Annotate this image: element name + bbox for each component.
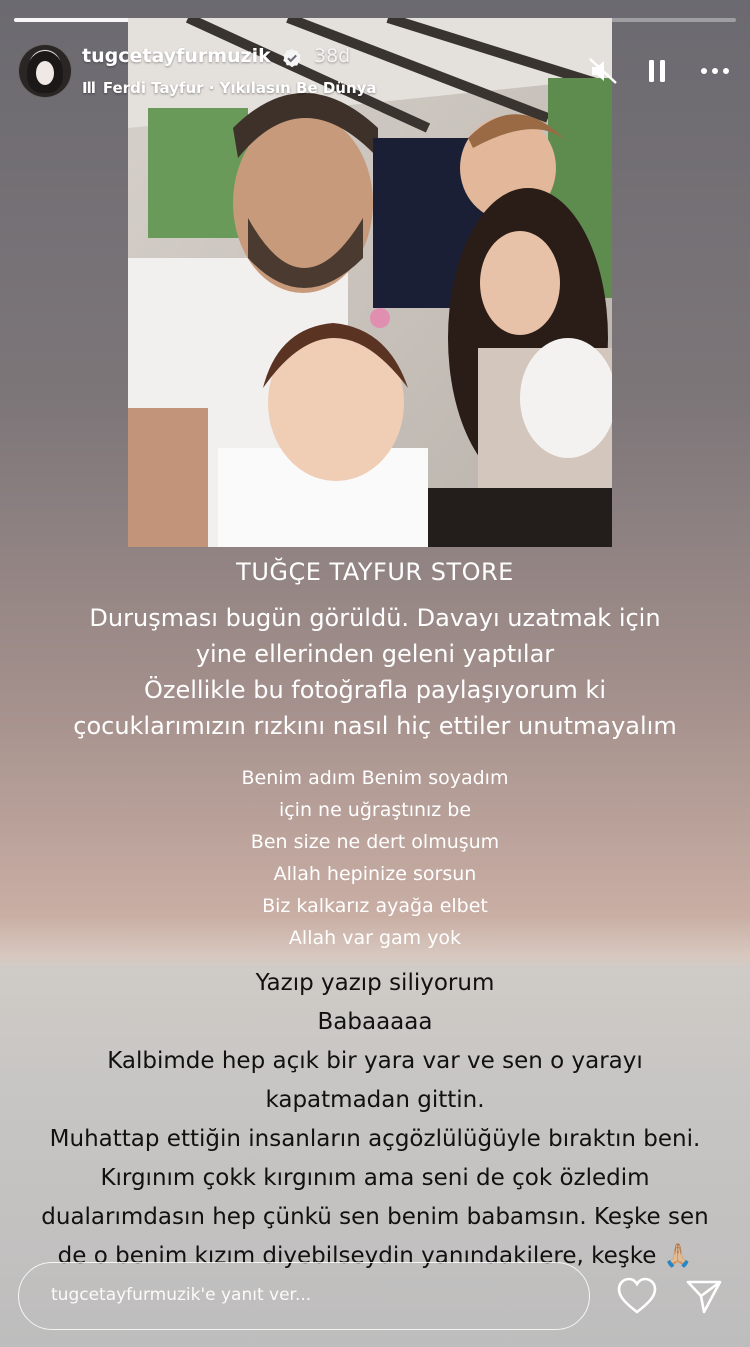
caption-line: Duruşması bugün görüldü. Davayı uzatmak için — [89, 604, 661, 632]
message-line: kapatmadan gittin. — [265, 1087, 485, 1113]
caption-paragraph — [0, 600, 750, 744]
poem-line: Benim adım Benim soyadım — [241, 767, 509, 789]
caption-line: yine ellerinden geleni yaptılar — [195, 640, 555, 668]
message-line: Muhattap ettiğin insanların açgözlülüğüyle bıraktın beni. — [49, 1126, 701, 1152]
store-heading: TUĞÇE TAYFUR STORE — [236, 558, 514, 586]
music-attribution[interactable] — [82, 79, 377, 97]
caption-line: çocuklarımızın rızkını nasıl hiç ettiler unutmayalım — [73, 712, 677, 740]
message-line: dualarımdasın hep çünkü sen benim babamsın. Keşke sen — [41, 1204, 709, 1230]
message-line: Kırgınım çokk kırgınım ama seni de çok özledim — [100, 1165, 650, 1191]
caption-line: Özellikle bu fotoğrafla paylaşıyorum ki — [143, 676, 606, 704]
message-line: Yazıp yazıp siliyorum — [255, 970, 495, 996]
music-title: Ferdi Tayfur · Yıkılasın Be Dünya — [102, 79, 377, 97]
verified-badge-icon — [282, 48, 302, 68]
story-header — [18, 44, 732, 100]
poem-line: için ne uğraştınız be — [278, 799, 472, 821]
username-link[interactable]: tugcetayfurmuzik — [82, 45, 271, 67]
poem-line: Allah hepinize sorsun — [273, 863, 477, 885]
mute-icon[interactable] — [586, 54, 620, 88]
reply-placeholder: tugcetayfurmuzik'e yanıt ver... — [51, 1285, 312, 1305]
pause-icon[interactable] — [640, 54, 674, 88]
poem-line: Ben size ne dert olmuşum — [250, 831, 500, 853]
send-icon[interactable] — [684, 1276, 724, 1316]
profile-avatar[interactable] — [18, 44, 72, 98]
message-text — [0, 964, 750, 1276]
more-options-icon[interactable] — [698, 54, 732, 88]
poem-line: Allah var gam yok — [288, 927, 462, 949]
music-bars-icon: Ill — [82, 79, 95, 97]
message-line: de o benim kızım diyebilseydin yanındakilere, keşke 🙏🏼 — [57, 1243, 693, 1269]
reply-input[interactable] — [18, 1262, 590, 1330]
poem-line: Biz kalkarız ayağa elbet — [262, 895, 488, 917]
poem-text — [0, 762, 750, 954]
message-line: Kalbimde hep açık bir yara var ve sen o yarayı — [107, 1048, 643, 1074]
message-line: Babaaaaa — [317, 1009, 433, 1035]
post-time: 38d — [314, 45, 351, 67]
heart-icon[interactable] — [616, 1276, 658, 1316]
